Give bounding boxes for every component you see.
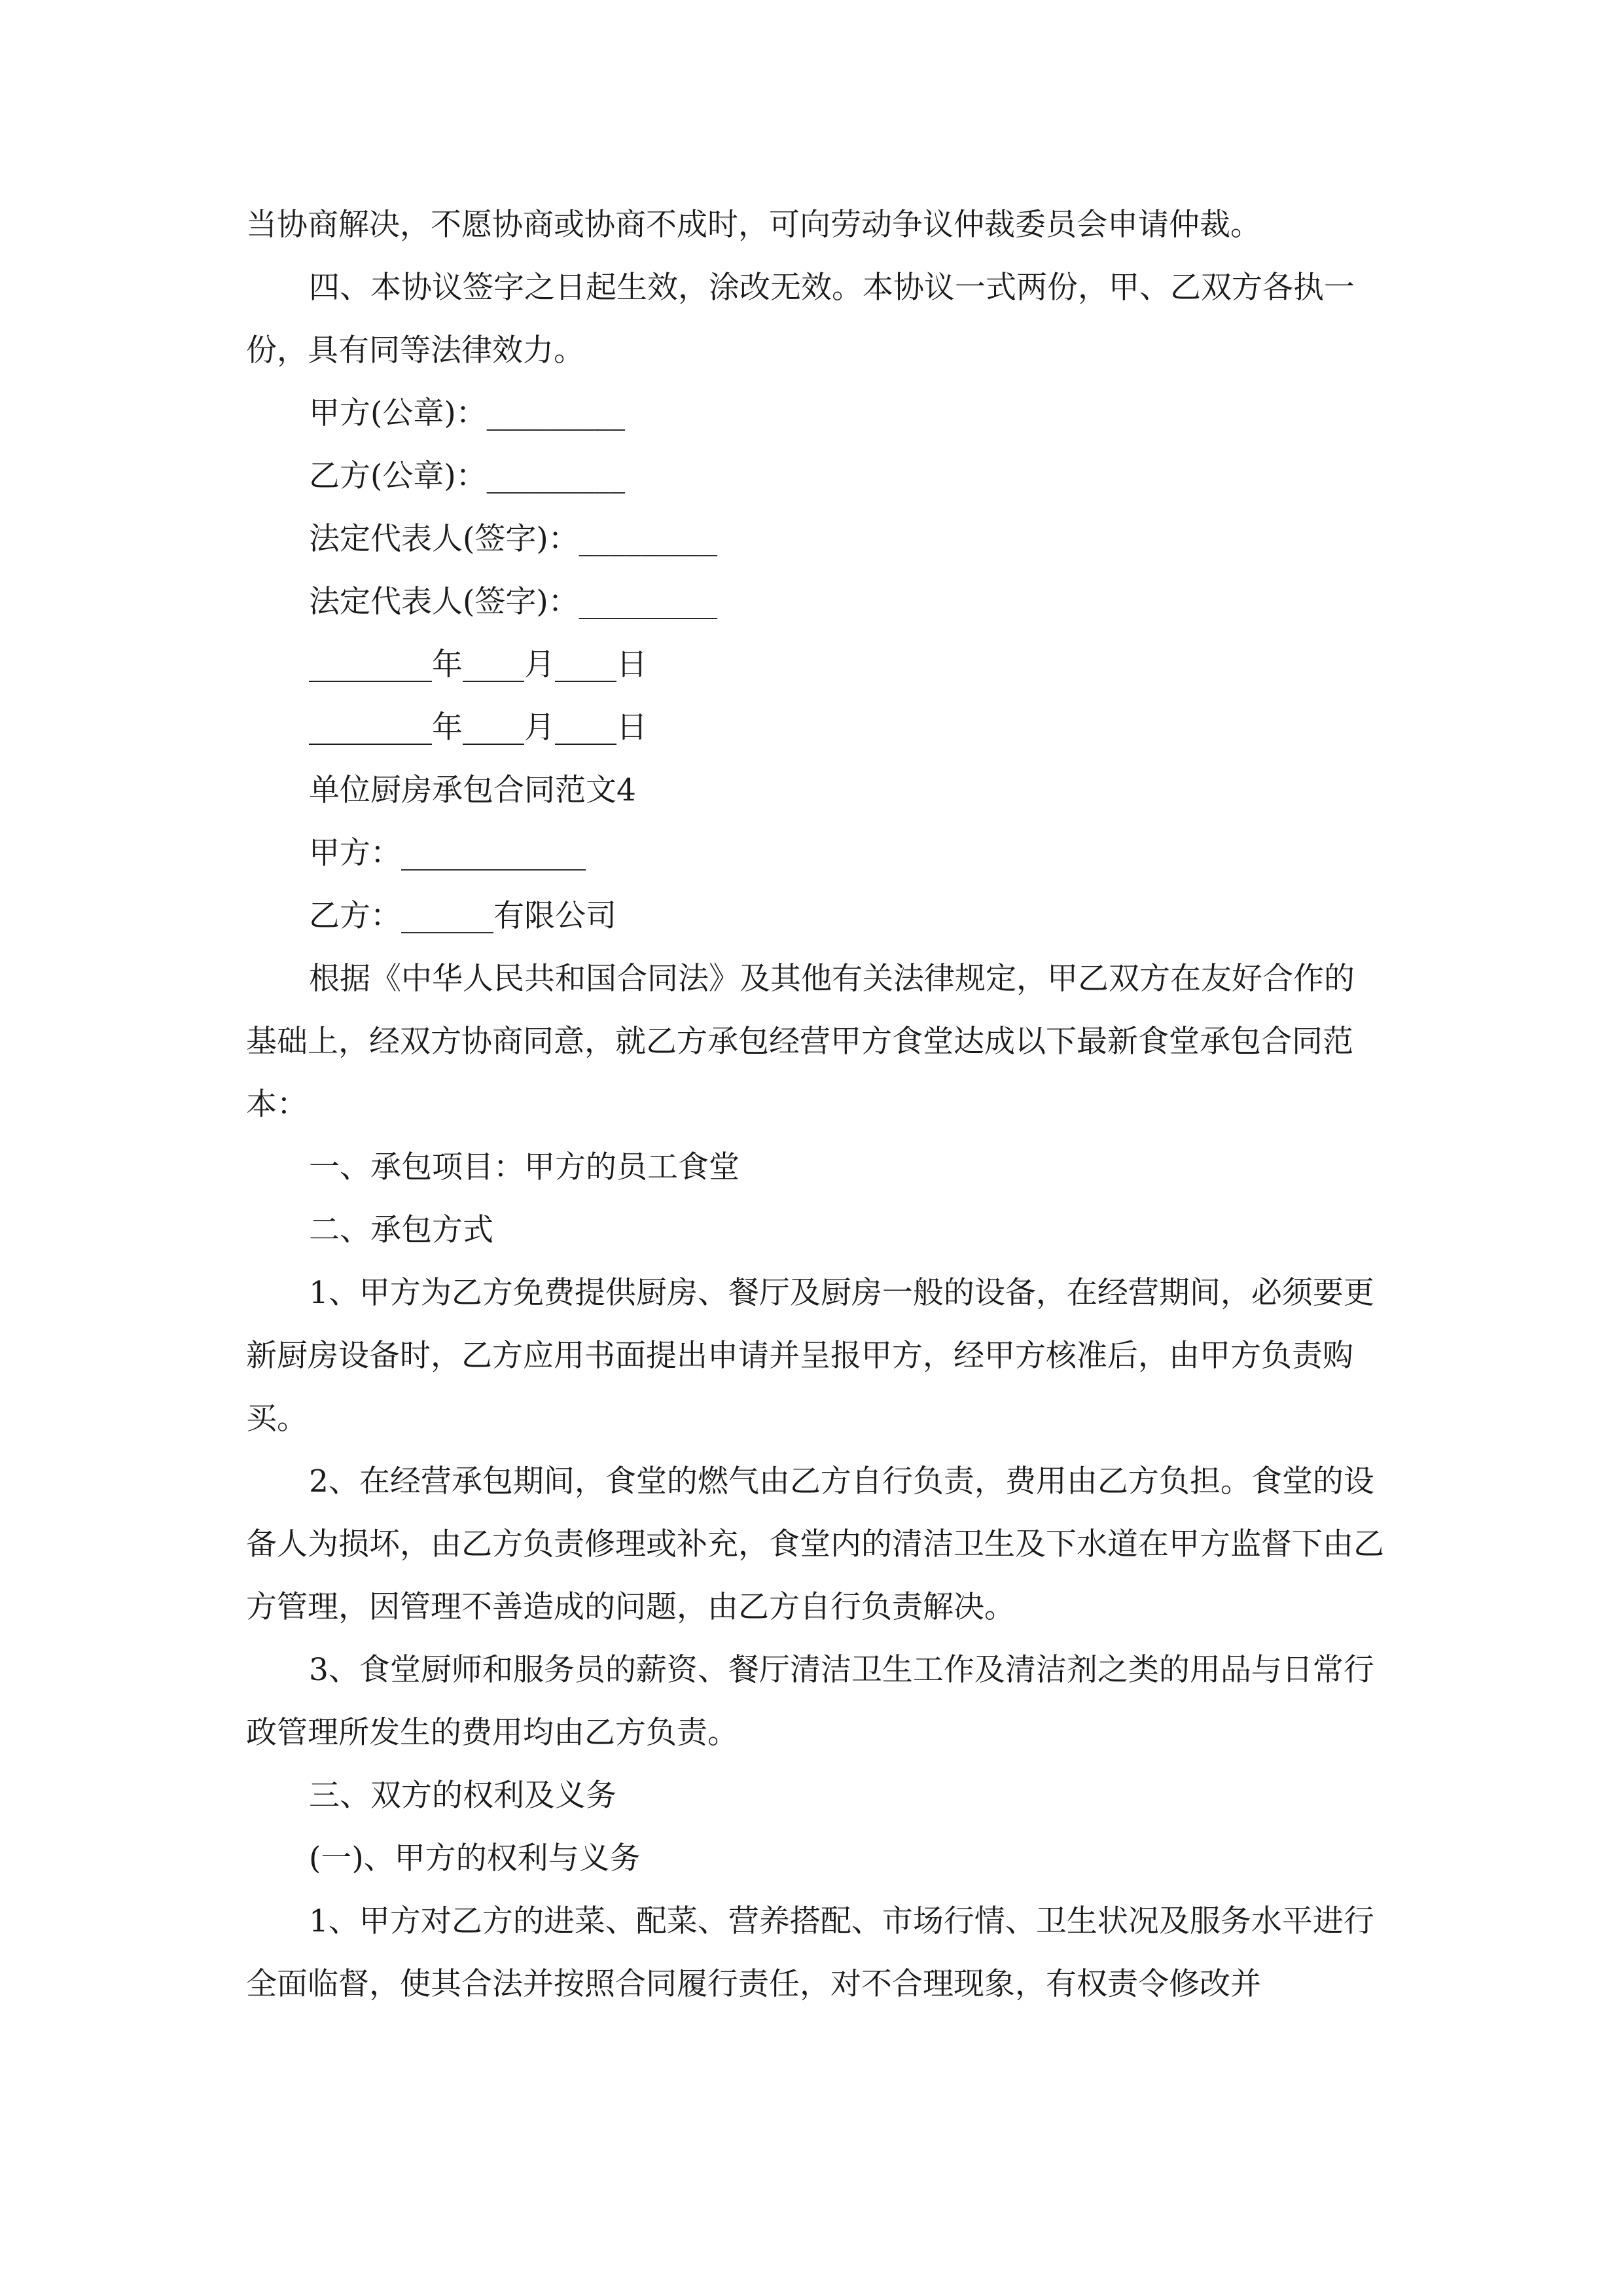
- body-paragraph-item-2: 二、承包方式: [309, 1212, 493, 1248]
- party-a-line: 甲方：____________: [309, 835, 586, 871]
- section-title: 单位厨房承包合同范文4: [309, 772, 636, 808]
- paragraph-continuation: 当协商解决，不愿协商或协商不成时，可向劳动争议仲裁委员会申请仲裁。: [246, 207, 1261, 243]
- body-paragraph-item-3: 三、双方的权利及义务: [309, 1778, 616, 1814]
- body-paragraph-item-1: 一、承包项目：甲方的员工食堂: [309, 1149, 740, 1185]
- signature-legal-rep-a: 法定代表人(签字)：_________: [309, 521, 718, 557]
- body-paragraph-subitem-1: (一)、甲方的权利与义务: [309, 1840, 641, 1876]
- signature-date-a: ________年____月____日: [309, 647, 647, 683]
- signature-party-a-seal: 甲方(公章)：_________: [309, 395, 626, 431]
- signature-legal-rep-b: 法定代表人(签字)：_________: [309, 584, 718, 620]
- party-b-line: 乙方：______有限公司: [309, 898, 616, 934]
- body-paragraph-preamble: 根据《中华人民共和国合同法》及其他有关法律规定，甲乙双方在友好合作的基础上，经双方协商同意，就乙方承包经营甲方食堂达成以下最新食堂承包合同范本：: [246, 961, 1355, 1122]
- body-paragraph-subclause-1: 1、甲方对乙方的进菜、配菜、营养搭配、市场行情、卫生状况及服务水平进行全面临督，使其合法并按照合同履行责任，对不合理现象，有权责令修改并: [246, 1903, 1374, 2002]
- body-paragraph-clause-3: 3、食堂厨师和服务员的薪资、餐厅清洁卫生工作及清洁剂之类的用品与日常行政管理所发生的费用均由乙方负责。: [246, 1652, 1374, 1751]
- document-content: [246, 194, 1385, 2016]
- body-paragraph-clause-1: 1、甲方为乙方免费提供厨房、餐厅及厨房一般的设备，在经营期间，必须要更新厨房设备时，乙方应用书面提出申请并呈报甲方，经甲方核准后，由甲方负责购买。: [246, 1275, 1374, 1437]
- signature-date-b: ________年____月____日: [309, 709, 647, 745]
- body-paragraph-clause-2: 2、在经营承包期间，食堂的燃气由乙方自行负责，费用由乙方负担。食堂的设备人为损坏，由乙方负责修理或补充，食堂内的清洁卫生及下水道在甲方监督下由乙方管理，因管理不善造成的问题，由乙方自行负责解决。: [246, 1463, 1384, 1625]
- paragraph-effective-clause: 四、本协议签字之日起生效，涂改无效。本协议一式两份，甲、乙双方各执一份，具有同等法律效力。: [246, 270, 1355, 368]
- signature-party-b-seal: 乙方(公章)：_________: [309, 458, 626, 494]
